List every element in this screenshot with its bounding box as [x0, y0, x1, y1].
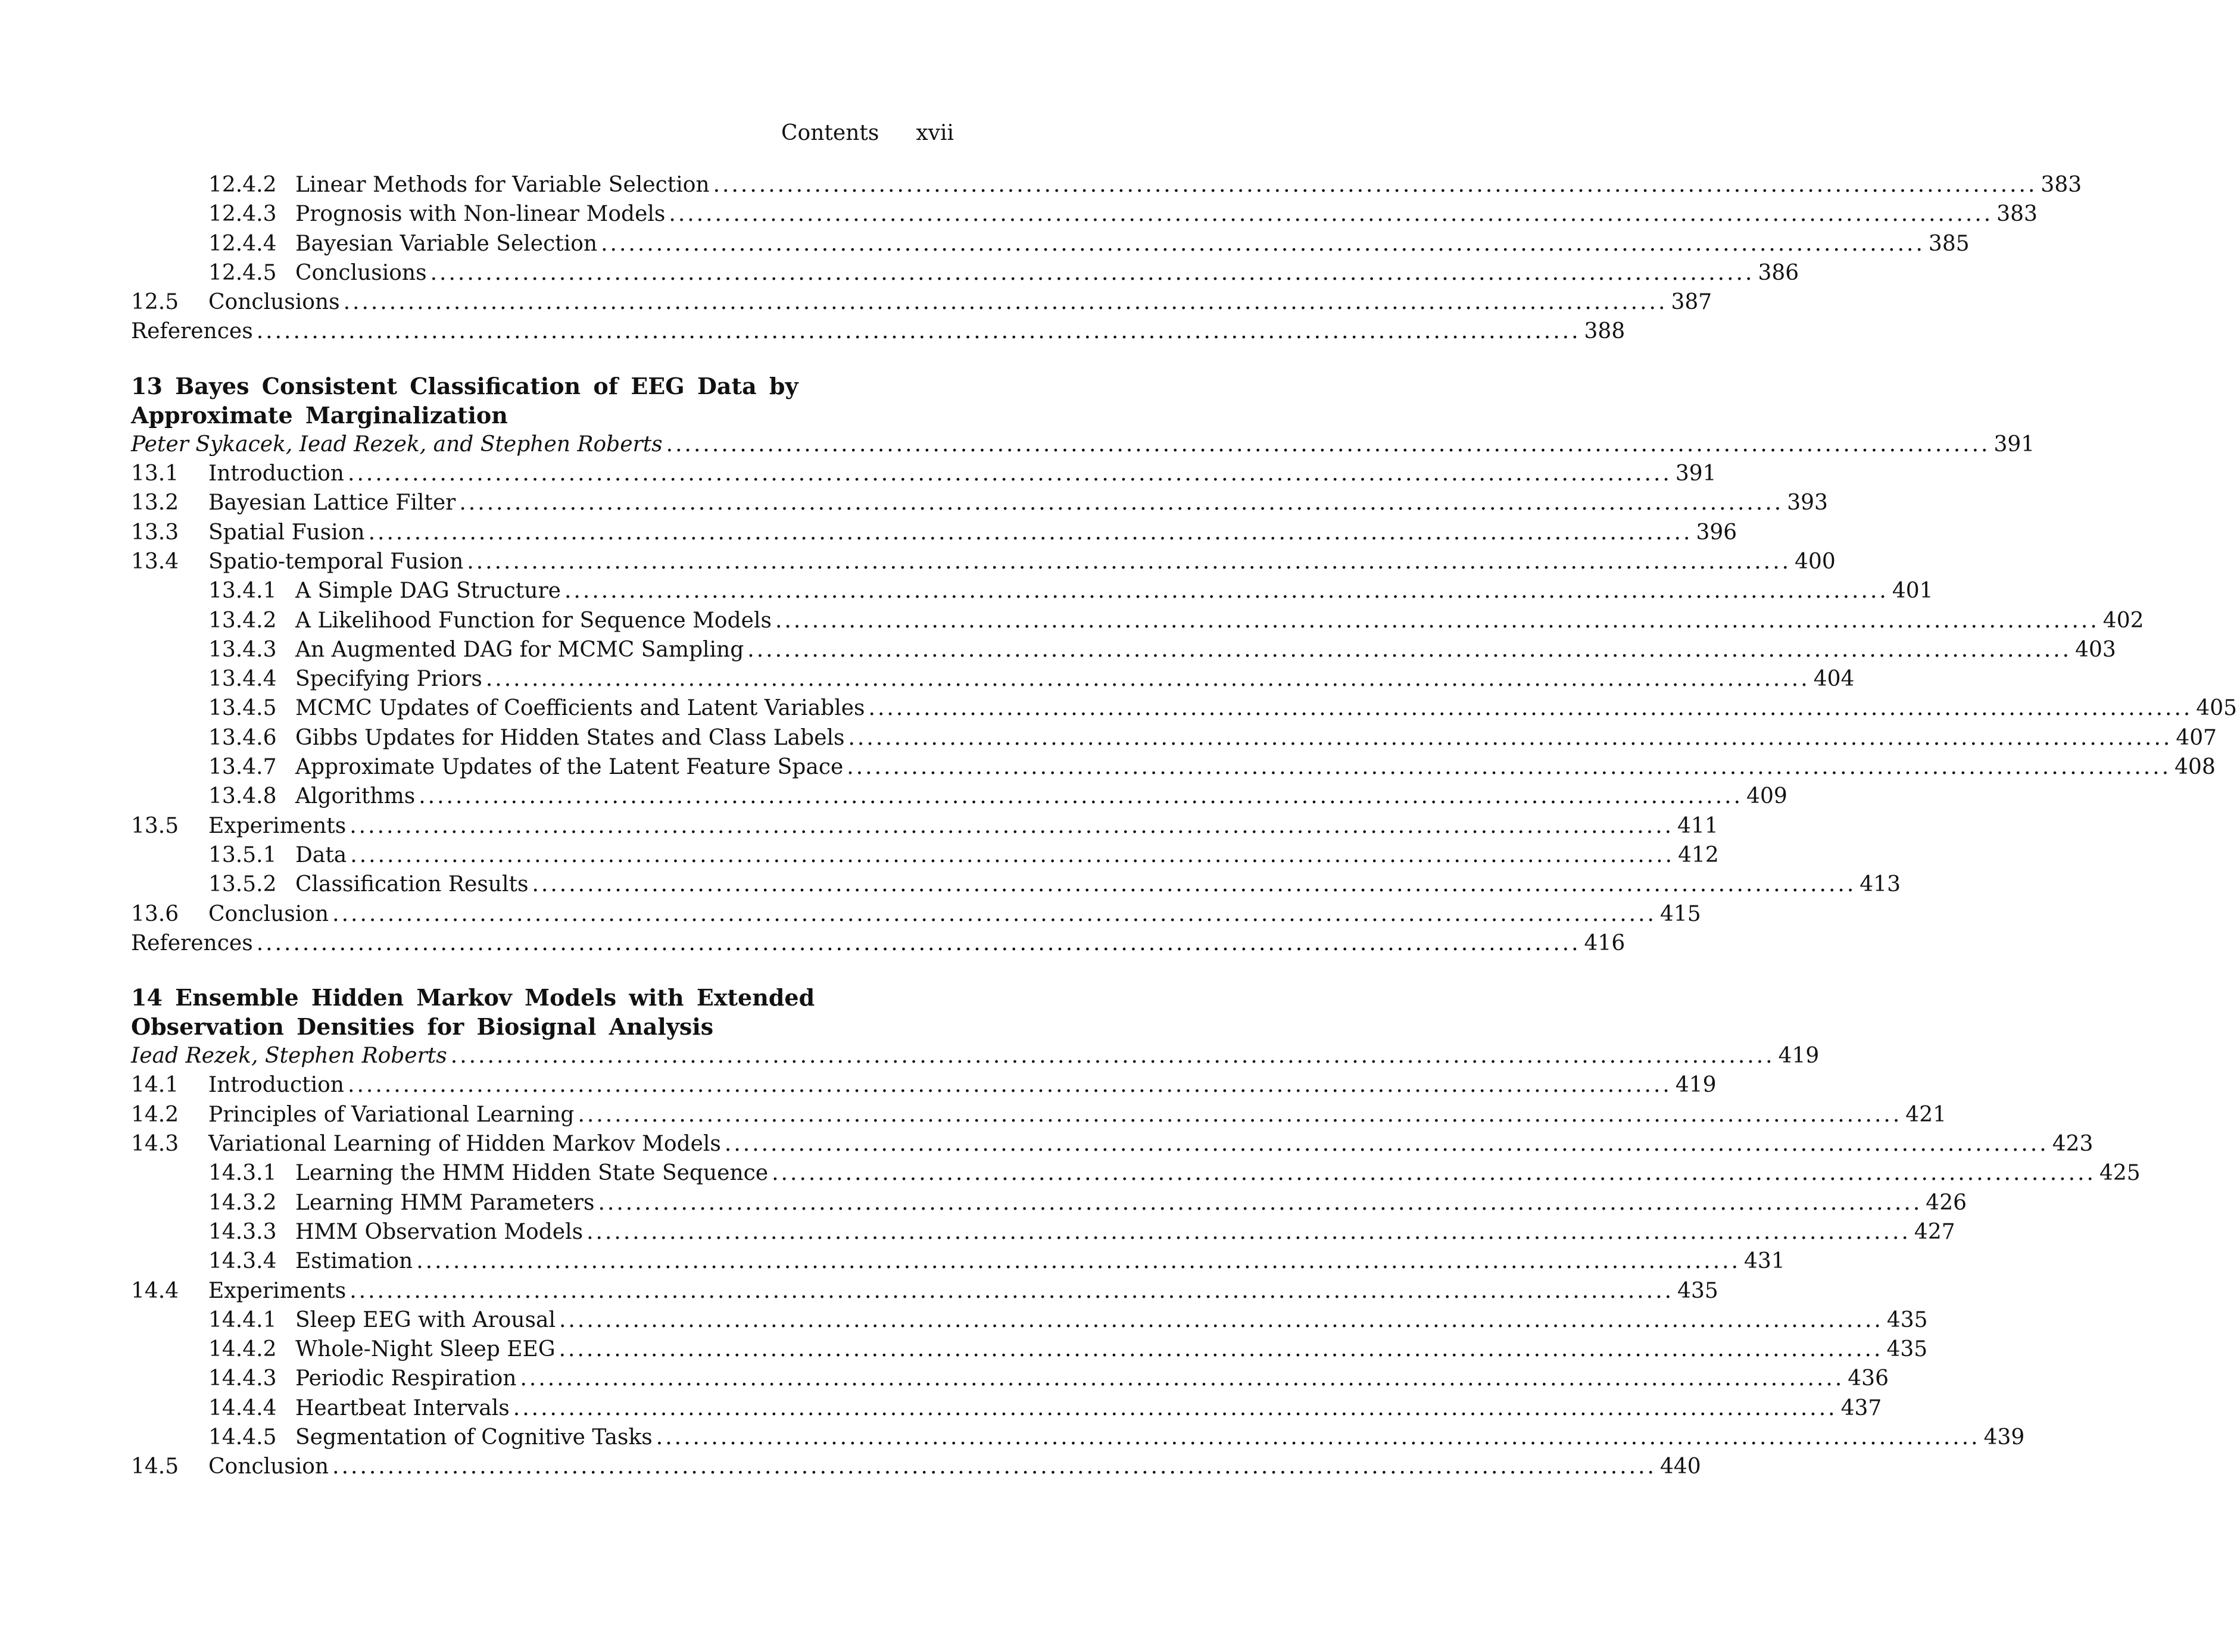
toc-entry-title: Bayesian Variable Selection: [295, 231, 598, 256]
toc-entry-page: 419: [1675, 1073, 1717, 1098]
toc-entry-page: 435: [1886, 1337, 1928, 1362]
toc-entry-page: 383: [2041, 173, 2082, 197]
toc-entry-title: Conclusion: [208, 901, 329, 926]
toc-entry[interactable]: [131, 1100, 1947, 1129]
toc-entry-page: 408: [2174, 755, 2216, 780]
toc-entry-number: 14.4.5: [208, 1425, 277, 1450]
dot-leader: ................................................................................................................................................: [430, 260, 1755, 285]
toc-entry-title: Algorithms: [295, 784, 416, 809]
dot-leader: ................................................................................................................................................: [669, 202, 1993, 227]
toc-entry-number: 14.4.4: [208, 1395, 277, 1420]
toc-entry-number: 14.3: [131, 1132, 179, 1157]
dot-leader: ................................................................................................................................................: [256, 930, 1581, 955]
toc-entry-page: 427: [1914, 1219, 1955, 1244]
toc-entry-title: Learning HMM Parameters: [295, 1190, 595, 1215]
toc-section-ch14: [131, 1070, 2141, 1481]
toc-entry[interactable]: [131, 1158, 2141, 1188]
dot-leader: ................................................................................................................................................: [601, 231, 1925, 256]
dot-leader: ................................................................................................................................................: [656, 1425, 1980, 1450]
toc-entry-page: 404: [1813, 667, 1855, 692]
toc-entry-number: 13.4.6: [208, 725, 277, 750]
toc-entry-number: 13.4: [131, 549, 179, 574]
dot-leader: ................................................................................................................................................: [350, 842, 1675, 867]
dot-leader: ................................................................................................................................................: [578, 1102, 1902, 1127]
toc-section-ch12-tail: [131, 170, 2082, 346]
toc-entry[interactable]: [131, 664, 1855, 694]
toc-entry-title: Whole-Night Sleep EEG: [295, 1337, 556, 1362]
toc-entry[interactable]: [131, 1423, 2025, 1452]
toc-entry-number: 14.3.1: [208, 1161, 277, 1186]
toc-entry-title: HMM Observation Models: [295, 1219, 584, 1244]
toc-entry-title: Learning the HMM Hidden State Sequence: [295, 1161, 769, 1186]
toc-entry-title: Bayesian Lattice Filter: [208, 491, 456, 516]
toc-entry-page: 415: [1659, 901, 1701, 926]
toc-entry-title: Variational Learning of Hidden Markov Models: [208, 1132, 721, 1157]
toc-entry-number: 12.4.2: [208, 173, 277, 197]
toc-entry-title: Experiments: [208, 813, 347, 838]
toc-entry-page: 407: [2176, 725, 2217, 750]
toc-entry-page: 423: [2052, 1132, 2094, 1157]
toc-entry-title: Conclusions: [295, 260, 427, 285]
dot-leader: ................................................................................................................................................: [772, 1161, 2096, 1186]
toc-entry-title: Approximate Updates of the Latent Feature Space: [295, 755, 844, 780]
toc-entry-page: 421: [1905, 1102, 1947, 1127]
dot-leader: ................................................................................................................................................: [419, 784, 1743, 809]
toc-entry-page: 383: [1996, 202, 2038, 227]
dot-leader: ................................................................................................................................................: [847, 755, 2172, 780]
toc-entry[interactable]: [131, 576, 1933, 605]
toc-entry[interactable]: [131, 1364, 1889, 1393]
toc-entry[interactable]: [131, 258, 1799, 288]
toc-entry-title: Data: [295, 842, 347, 867]
toc-entry-title: Introduction: [208, 461, 344, 486]
dot-leader: ................................................................................................................................................: [416, 1249, 1741, 1274]
toc-entry[interactable]: [131, 1188, 1967, 1217]
toc-entry-number: 14.4.2: [208, 1337, 277, 1362]
dot-leader: ................................................................................................................................................: [332, 901, 1656, 926]
toc-entry-number: 13.1: [131, 461, 179, 486]
chapter-14-page: 419: [1778, 1044, 1820, 1069]
toc-entry-number: 12.5: [131, 290, 179, 315]
dot-leader: ................................................................................................................................................: [348, 461, 1672, 486]
chapter-13-authors-row[interactable]: [131, 430, 2035, 459]
toc-entry[interactable]: [131, 1070, 1717, 1100]
toc-entry-title: Prognosis with Non-linear Models: [295, 202, 666, 227]
toc-entry-title: A Simple DAG Structure: [295, 579, 561, 604]
toc-entry-page: 405: [2196, 696, 2237, 721]
toc-entry-number: 12.4.5: [208, 260, 277, 285]
toc-entry-page: 385: [1928, 231, 1970, 256]
toc-entry-title: Gibbs Updates for Hidden States and Class Labels: [295, 725, 845, 750]
toc-entry-page: 401: [1892, 579, 1933, 604]
dot-leader: ................................................................................................................................................: [520, 1366, 1845, 1391]
toc-entry-page: 440: [1659, 1454, 1701, 1479]
toc-entry-page: 388: [1584, 319, 1626, 344]
toc-entry-number: 13.2: [131, 491, 179, 516]
dot-leader: ................................................................................................................................................: [343, 290, 1668, 315]
toc-entry-title: Segmentation of Cognitive Tasks: [295, 1425, 653, 1450]
toc-entry-page: 402: [2102, 608, 2144, 633]
toc-entry-number: 14.3.4: [208, 1249, 277, 1274]
toc-entry[interactable]: [131, 1335, 1928, 1364]
dot-leader: ................................................................................................................................................: [513, 1395, 1837, 1420]
toc-entry-page: 409: [1746, 784, 1787, 809]
header-title: Contents: [781, 121, 879, 145]
chapter-14-authors-row[interactable]: [131, 1041, 1820, 1070]
toc-entry-number: 13.6: [131, 901, 179, 926]
toc-entry-number: 13.4.4: [208, 667, 277, 692]
chapter-13-heading-line2: Approximate Marginalization: [131, 401, 508, 429]
dot-leader: ................................................................................................................................................: [485, 667, 1810, 692]
dot-leader: ................................................................................................................................................: [559, 1337, 1883, 1362]
toc-entry-title: Specifying Priors: [295, 667, 482, 692]
toc-entry-number: 12.4.3: [208, 202, 277, 227]
toc-entry-page: 412: [1678, 842, 1719, 867]
toc-entry[interactable]: [131, 782, 1787, 811]
chapter-13-authors: Peter Sykacek, Iead Rezek, and Stephen Roberts: [131, 432, 663, 457]
toc-entry-number: 13.4.1: [208, 579, 277, 604]
dot-leader: ................................................................................................................................................: [713, 173, 2038, 197]
toc-entry[interactable]: [131, 518, 1737, 547]
toc-entry[interactable]: [131, 317, 1626, 346]
toc-entry-page: 437: [1840, 1395, 1882, 1420]
toc-entry-page: 435: [1677, 1278, 1718, 1303]
toc-entry-title: References: [131, 930, 253, 955]
toc-entry-page: 387: [1671, 290, 1712, 315]
toc-entry[interactable]: [131, 606, 2144, 635]
toc-entry-page: 400: [1795, 549, 1836, 574]
dot-leader: ................................................................................................................................................: [724, 1132, 2049, 1157]
toc-entry-title: Spatial Fusion: [208, 520, 365, 545]
dot-leader: ................................................................................................................................................: [848, 725, 2173, 750]
running-header: [655, 117, 954, 150]
toc-entry-number: 13.4.5: [208, 696, 277, 721]
toc-entry[interactable]: [131, 1129, 2094, 1158]
dot-leader: ................................................................................................................................................: [747, 637, 2072, 662]
toc-entry-number: 13.4.3: [208, 637, 277, 662]
toc-entry-number: 14.4.1: [208, 1307, 277, 1332]
toc-entry-number: 12.4.4: [208, 231, 277, 256]
toc-entry-number: 13.3: [131, 520, 179, 545]
toc-entry-title: MCMC Updates of Coefficients and Latent Variables: [295, 696, 865, 721]
toc-entry[interactable]: [131, 900, 1701, 929]
toc-entry-page: 413: [1860, 872, 1901, 897]
chapter-13-heading: [131, 371, 954, 430]
toc-entry-page: 386: [1758, 260, 1799, 285]
toc-entry-title: Principles of Variational Learning: [208, 1102, 575, 1127]
toc-entry-number: 14.3.2: [208, 1190, 277, 1215]
toc-entry-page: 436: [1848, 1366, 1889, 1391]
toc-entry[interactable]: [131, 1276, 1718, 1306]
toc-entry-number: 14.5: [131, 1454, 179, 1479]
toc-entry[interactable]: [131, 229, 1970, 258]
toc-entry[interactable]: [131, 694, 2237, 723]
dot-leader: ................................................................................................................................................: [256, 319, 1581, 344]
dot-leader: ................................................................................................................................................: [559, 1307, 1883, 1332]
toc-entry-title: Spatio-temporal Fusion: [208, 549, 464, 574]
toc-entry-number: 13.5.1: [208, 842, 277, 867]
dot-leader: ................................................................................................................................................: [666, 432, 1990, 457]
toc-entry-number: 13.5: [131, 813, 179, 838]
toc-entry-page: 435: [1886, 1307, 1928, 1332]
toc-entry-title: Conclusion: [208, 1454, 329, 1479]
chapter-14-heading-line2: Observation Densities for Biosignal Analysis: [131, 1013, 714, 1041]
toc-entry[interactable]: [131, 841, 1719, 870]
dot-leader: ................................................................................................................................................: [532, 872, 1857, 897]
toc-entry-page: 431: [1744, 1249, 1785, 1274]
dot-leader: ................................................................................................................................................: [348, 1073, 1672, 1098]
toc-entry-title: Introduction: [208, 1073, 344, 1098]
dot-leader: ................................................................................................................................................: [868, 696, 2193, 721]
toc-entry[interactable]: [131, 459, 1717, 488]
toc-entry-number: 14.1: [131, 1073, 179, 1098]
toc-entry[interactable]: [131, 547, 1836, 576]
toc-entry-page: 439: [1983, 1425, 2025, 1450]
dot-leader: ................................................................................................................................................: [368, 520, 1693, 545]
toc-section-ch13: [131, 459, 2237, 958]
toc-entry[interactable]: [131, 870, 1901, 899]
toc-entry-page: 411: [1677, 813, 1718, 838]
toc-entry-title: Conclusions: [208, 290, 340, 315]
toc-entry-title: Sleep EEG with Arousal: [295, 1307, 556, 1332]
toc-entry[interactable]: [131, 1394, 1882, 1423]
toc-entry[interactable]: [131, 1306, 1928, 1335]
table-of-contents: [131, 170, 2237, 1482]
dot-leader: ................................................................................................................................................: [598, 1190, 1923, 1215]
toc-entry-number: 13.5.2: [208, 872, 277, 897]
toc-entry[interactable]: [131, 811, 1718, 841]
toc-entry-number: 14.2: [131, 1102, 179, 1127]
toc-entry-number: 14.4.3: [208, 1366, 277, 1391]
toc-entry-number: 13.4.2: [208, 608, 277, 633]
chapter-14-heading: [131, 983, 954, 1041]
toc-entry[interactable]: [131, 723, 2217, 752]
toc-entry-page: 393: [1787, 491, 1828, 516]
dot-leader: ................................................................................................................................................: [775, 608, 2099, 633]
dot-leader: ................................................................................................................................................: [350, 813, 1674, 838]
toc-entry-title: A Likelihood Function for Sequence Models: [295, 608, 772, 633]
toc-entry-page: 416: [1584, 930, 1626, 955]
toc-entry[interactable]: [131, 929, 1626, 958]
chapter-14-authors: Iead Rezek, Stephen Roberts: [131, 1044, 447, 1069]
header-page-label: xvii: [916, 121, 954, 145]
dot-leader: ................................................................................................................................................: [459, 491, 1784, 516]
toc-entry-page: 425: [2099, 1161, 2141, 1186]
toc-entry[interactable]: [131, 1452, 1701, 1481]
toc-entry[interactable]: [131, 752, 2216, 782]
toc-entry-title: Heartbeat Intervals: [295, 1395, 510, 1420]
dot-leader: ................................................................................................................................................: [467, 549, 1792, 574]
dot-leader: ................................................................................................................................................: [564, 579, 1889, 604]
toc-entry-title: References: [131, 319, 253, 344]
toc-entry-page: 396: [1696, 520, 1737, 545]
toc-entry-title: Periodic Respiration: [295, 1366, 517, 1391]
toc-entry-title: Classification Results: [295, 872, 529, 897]
toc-entry-number: 13.4.8: [208, 784, 277, 809]
toc-entry-number: 13.4.7: [208, 755, 277, 780]
dot-leader: ................................................................................................................................................: [450, 1044, 1775, 1069]
toc-entry[interactable]: [131, 488, 1828, 517]
toc-entry-page: 403: [2075, 637, 2116, 662]
toc-entry-title: An Augmented DAG for MCMC Sampling: [295, 637, 744, 662]
toc-entry[interactable]: [131, 635, 2116, 664]
toc-entry-title: Estimation: [295, 1249, 413, 1274]
toc-entry[interactable]: [131, 1247, 1785, 1276]
toc-entry-number: 14.4: [131, 1278, 179, 1303]
toc-entry[interactable]: [131, 170, 2082, 199]
toc-entry[interactable]: [131, 288, 1712, 317]
chapter-13-heading-line1: 13 Bayes Consistent Classification of EEG Data by: [131, 372, 798, 399]
chapter-14-heading-line1: 14 Ensemble Hidden Markov Models with Extended: [131, 984, 815, 1011]
dot-leader: ................................................................................................................................................: [332, 1454, 1656, 1479]
toc-entry-page: 391: [1675, 461, 1717, 486]
toc-entry[interactable]: [131, 199, 2038, 229]
toc-entry[interactable]: [131, 1217, 1955, 1247]
toc-entry-page: 426: [1926, 1190, 1967, 1215]
dot-leader: ................................................................................................................................................: [586, 1219, 1911, 1244]
toc-entry-title: Linear Methods for Variable Selection: [295, 173, 710, 197]
toc-entry-number: 14.3.3: [208, 1219, 277, 1244]
toc-entry-title: Experiments: [208, 1278, 347, 1303]
chapter-13-page: 391: [1993, 432, 2035, 457]
dot-leader: ................................................................................................................................................: [350, 1278, 1674, 1303]
